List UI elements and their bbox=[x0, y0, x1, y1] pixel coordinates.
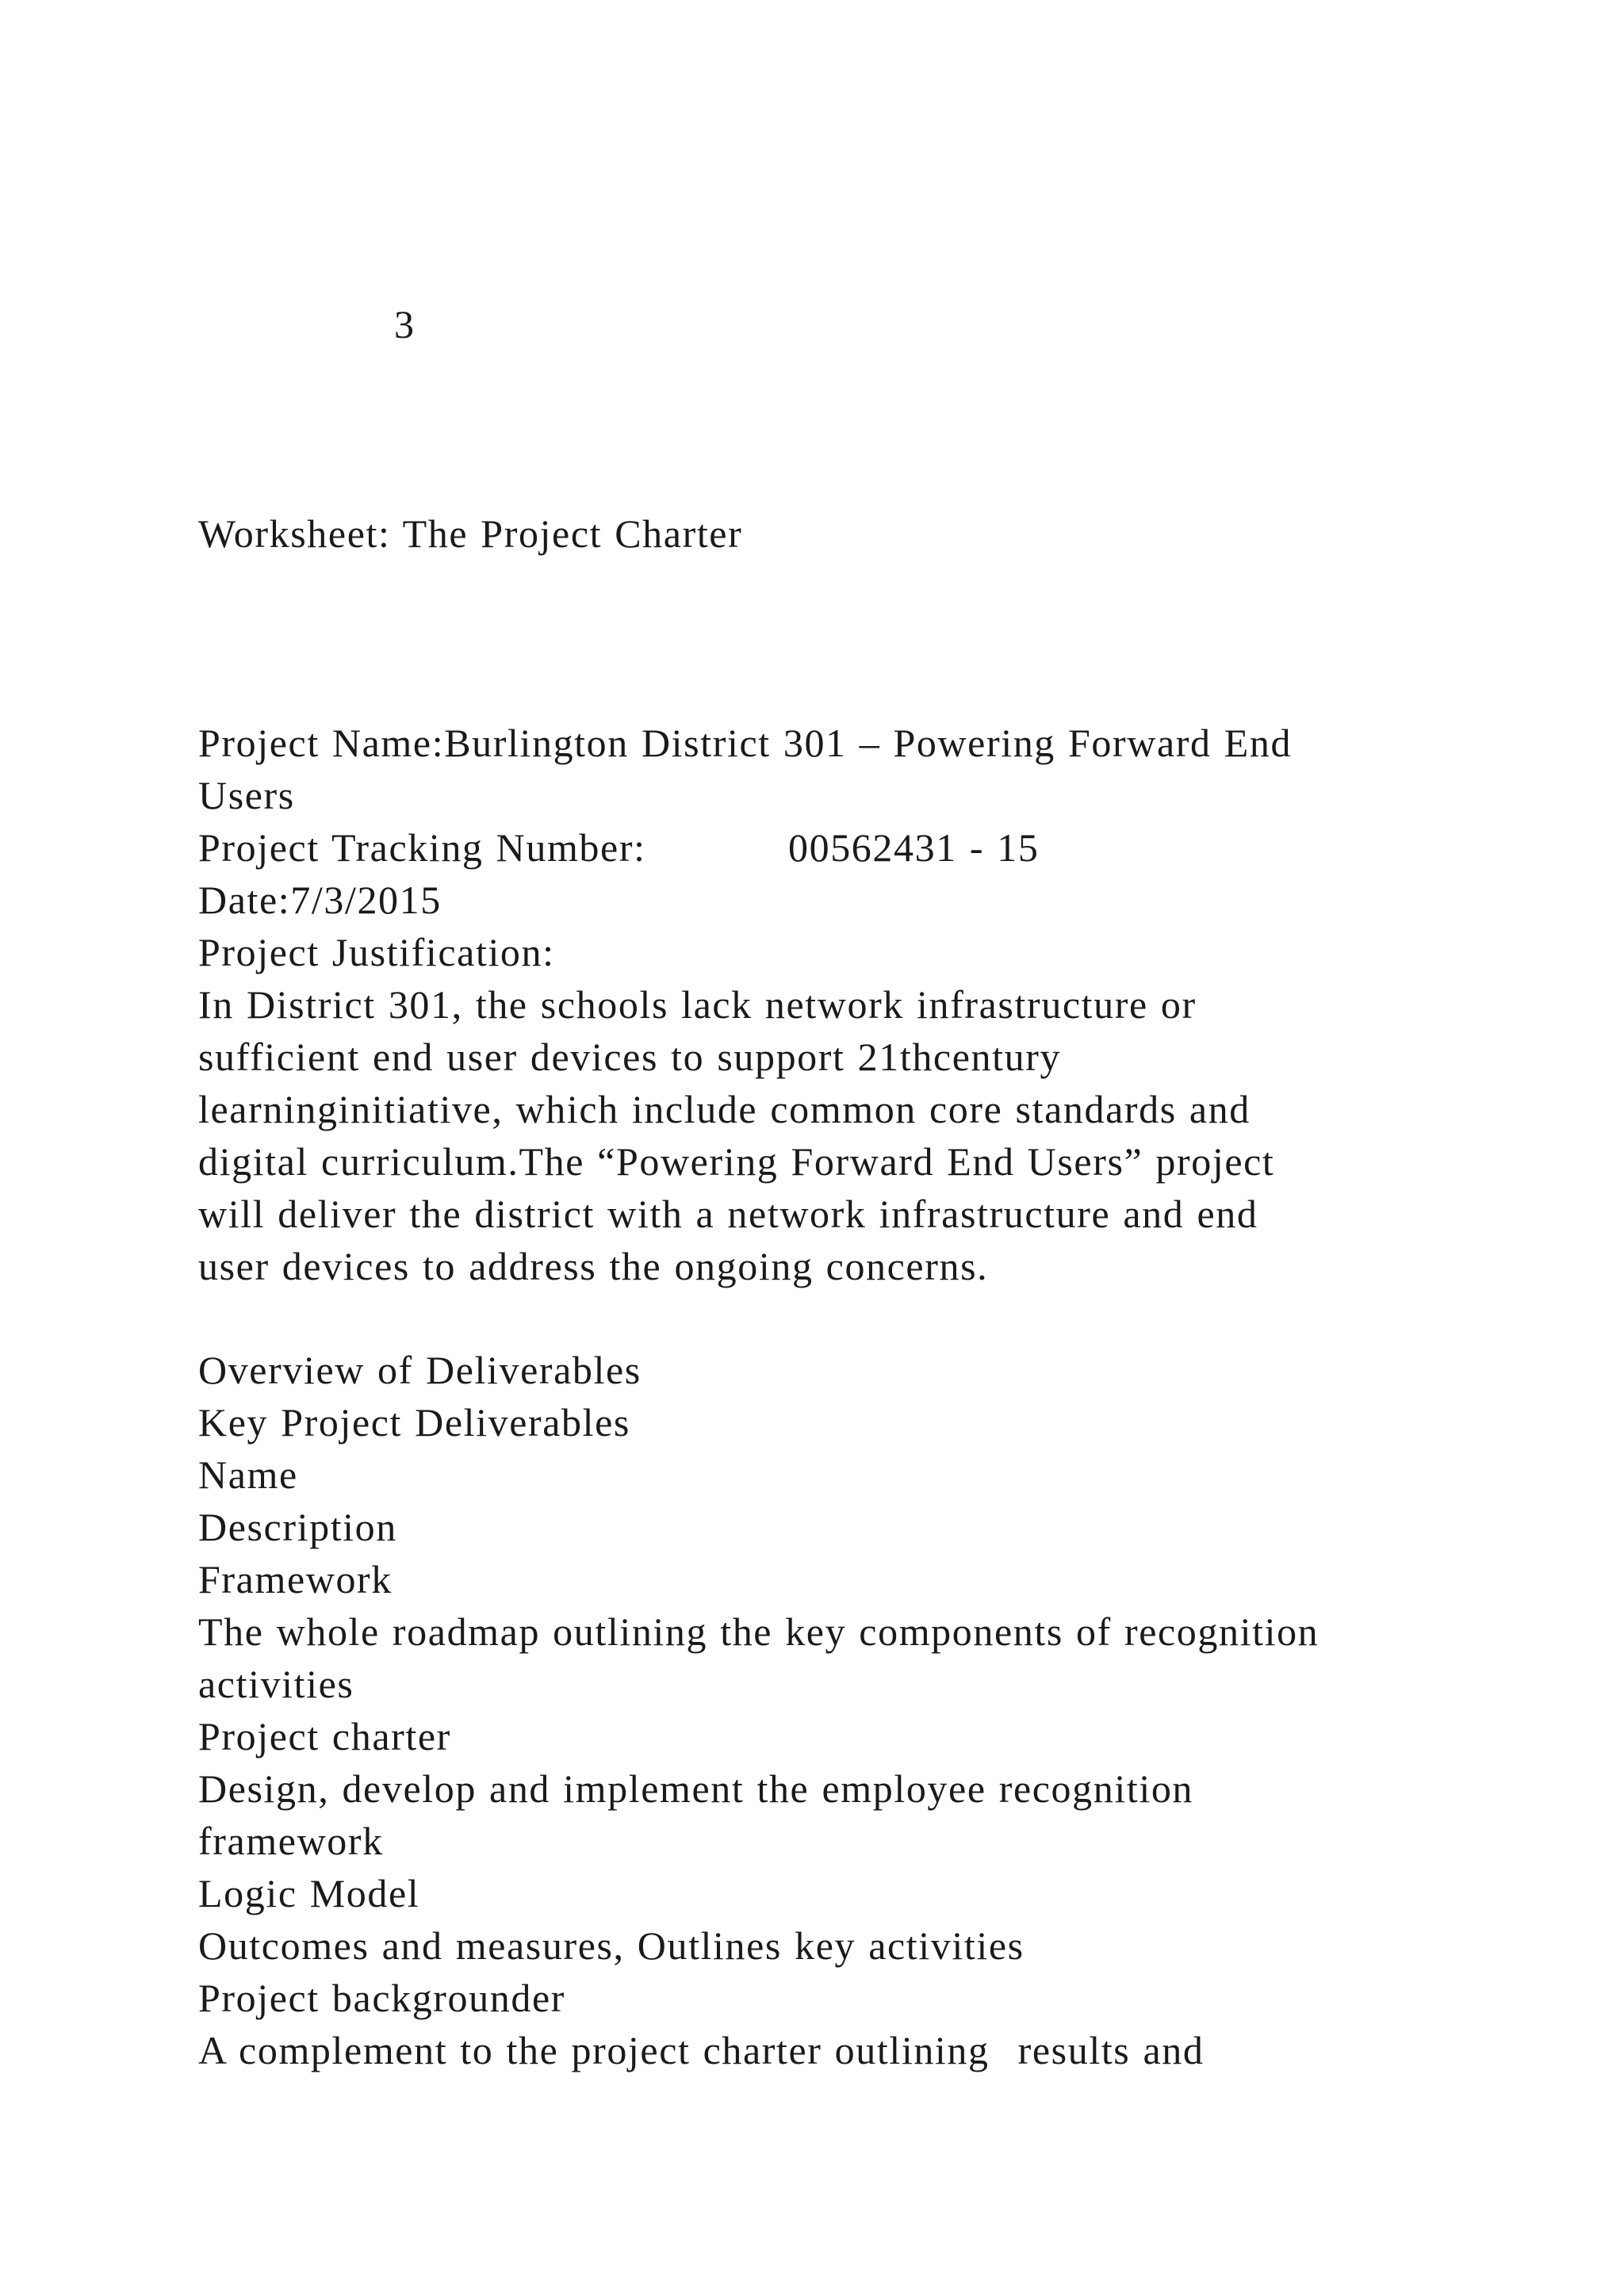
project-name-line-1: Project Name:Burlington District 301 – Powering Forward End bbox=[198, 721, 1293, 765]
project-header bbox=[198, 717, 1292, 1292]
page-number: 3 bbox=[394, 302, 416, 346]
column-header-name: Name bbox=[198, 1452, 298, 1497]
tracking-number-line bbox=[198, 821, 1292, 874]
deliverable-name: Project charter bbox=[198, 1714, 451, 1758]
deliverables-section bbox=[198, 1344, 1319, 2076]
deliverable-description-continued: activities bbox=[198, 1662, 354, 1706]
deliverable-name: Framework bbox=[198, 1557, 393, 1601]
justification-line-1: In District 301, the schools lack network infrastructure or bbox=[198, 982, 1197, 1027]
overview-heading: Overview of Deliverables bbox=[198, 1348, 642, 1392]
deliverable-description: The whole roadmap outlining the key components of recognition bbox=[198, 1609, 1320, 1654]
deliverable-name: Project backgrounder bbox=[198, 1976, 566, 2020]
deliverable-description bbox=[198, 2024, 1319, 2076]
deliverable-description-start: A complement to the project charter outlining bbox=[198, 2028, 990, 2072]
deliverables-table-heading: Key Project Deliverables bbox=[198, 1400, 630, 1445]
column-header-description: Description bbox=[198, 1505, 397, 1549]
project-date: Date:7/3/2015 bbox=[198, 878, 442, 922]
justification-line-2: sufficient end user devices to support 21thcentury bbox=[198, 1035, 1062, 1079]
justification-line-6: user devices to address the ongoing concerns. bbox=[198, 1244, 989, 1288]
tracking-number-label: Project Tracking Number: bbox=[198, 825, 646, 870]
deliverable-description: Outcomes and measures, Outlines key activities bbox=[198, 1923, 1025, 1968]
tracking-number-value: 00562431 - 15 bbox=[788, 825, 1040, 870]
deliverable-description: Design, develop and implement the employee recognition bbox=[198, 1766, 1194, 1811]
deliverable-name: Logic Model bbox=[198, 1871, 420, 1915]
justification-label: Project Justification: bbox=[198, 930, 555, 974]
justification-line-4: digital curriculum.The “Powering Forward End Users” project bbox=[198, 1139, 1275, 1184]
project-name-line-2: Users bbox=[198, 773, 295, 817]
deliverable-description-end: results and bbox=[1017, 2028, 1205, 2072]
justification-line-3: learninginitiative, which include common core standards and bbox=[198, 1087, 1251, 1131]
deliverable-description-continued: framework bbox=[198, 1819, 384, 1863]
worksheet-title: Worksheet: The Project Charter bbox=[198, 511, 743, 556]
justification-line-5: will deliver the district with a network infrastructure and end bbox=[198, 1192, 1258, 1236]
